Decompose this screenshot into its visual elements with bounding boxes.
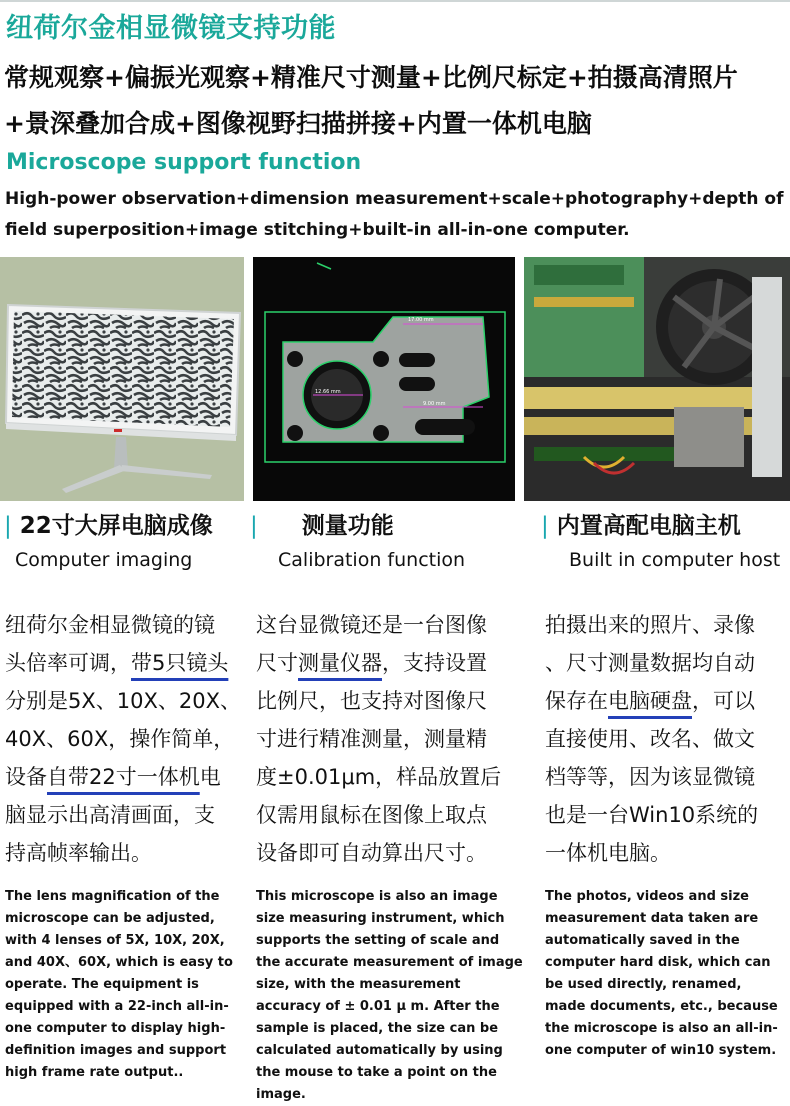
body-line: 、尺寸测量数据均自动 (545, 651, 755, 675)
body-line: 度±0.01μm，样品放置后 (256, 765, 502, 789)
caption-bar-icon: | (541, 513, 549, 539)
body-line: 持高帧率输出。 (5, 841, 152, 865)
caption-bar-icon: | (4, 513, 12, 539)
body-line: 这台显微镜还是一台图像 (256, 613, 487, 637)
body-cn-col1 (5, 606, 245, 872)
caption-cn-col2 (250, 507, 394, 540)
top-divider (0, 0, 790, 2)
measurement-photo (253, 257, 515, 501)
body-en-col2: This microscope is also an image size measuring instrument, which supports the setting of scale and the accurate measurement of image size, with the measurement accuracy of ± 0.01 μ m. After the sample is placed, the size can be calculated automatically by using the mouse to take a point on the image. (256, 889, 523, 1102)
computer-host-photo (524, 257, 790, 501)
caption-en-col1: Computer imaging (15, 549, 193, 571)
features-en: High-power observation+dimension measurement+scale+photography+depth of field superposition+image stitching+built-in all-in-one computer. (5, 189, 784, 240)
body-line: 设备自带22寸一体机电 (5, 765, 221, 789)
body-line: 档等等，因为该显微镜 (545, 765, 755, 789)
caption-cn-col3 (541, 507, 741, 540)
highlight-instrument: 测量仪器 (298, 651, 382, 675)
body-en-col3: The photos, videos and size measurement data taken are automatically saved in the computer hard disk, which can be used directly, renamed, made documents, etc., because the microscope is also an all-in-one computer of win10 system. (545, 889, 778, 1058)
measure-label-2: 9.00 mm (423, 401, 446, 407)
caption-cn-col2-text: 测量功能 (301, 513, 394, 539)
body-line: 仅需用鼠标在图像上取点 (256, 803, 487, 827)
caption-cn-col3-text: 内置高配电脑主机 (556, 513, 741, 539)
measure-label-1: 12.66 mm (315, 389, 341, 395)
monitor-photo (0, 257, 244, 501)
measure-label-0: 17.00 mm (408, 317, 434, 323)
page-title-en: Microscope support function (6, 150, 362, 175)
body-line: 寸进行精准测量，测量精 (256, 727, 487, 751)
body-line: 比例尺，也支持对图像尺 (256, 689, 487, 713)
body-line: 分别是5X、10X、20X、 (5, 689, 241, 713)
caption-cn-col1 (4, 507, 213, 540)
features-cn-line2: +景深叠加合成+图像视野扫描拼接+内置一体机电脑 (4, 109, 592, 138)
body-cn-col3 (545, 606, 785, 872)
body-line: 拍摄出来的照片、录像 (545, 613, 755, 637)
body-line: 40X、60X，操作简单， (5, 727, 235, 751)
caption-en-col2: Calibration function (278, 549, 466, 571)
body-line: 尺寸测量仪器，支持设置 (256, 651, 487, 675)
features-cn-line1: 常规观察+偏振光观察+精准尺寸测量+比例尺标定+拍摄高清照片 (4, 63, 738, 92)
body-en-col1: The lens magnification of the microscope can be adjusted, with 4 lenses of 5X, 10X, 20X, and 40X、60X, which is easy to operate. The equipment is equipped with a 22-inch all-in-one computer to display high-definition images and support high frame rate output.. (5, 889, 233, 1080)
highlight-monitor: 自带22寸一体机 (47, 765, 200, 789)
body-line: 直接使用、改名、做文 (545, 727, 755, 751)
body-line: 保存在电脑硬盘，可以 (545, 689, 755, 713)
body-line: 纽荷尔金相显微镜的镜 (5, 613, 215, 637)
highlight-disk: 电脑硬盘 (608, 689, 692, 713)
caption-en-col3: Built in computer host (569, 549, 781, 571)
page-title-cn: 纽荷尔金相显微镜支持功能 (6, 13, 336, 44)
body-line: 脑显示出高清画面，支 (5, 803, 215, 827)
body-cn-col2 (256, 606, 528, 872)
body-line: 一体机电脑。 (545, 841, 671, 865)
body-line: 头倍率可调，带5只镜头 (5, 651, 229, 675)
highlight-lenses: 带5只镜头 (131, 651, 229, 675)
caption-cn-col1-text: 22寸大屏电脑成像 (19, 513, 213, 539)
body-line: 设备即可自动算出尺寸。 (256, 841, 487, 865)
body-line: 也是一台Win10系统的 (545, 803, 759, 827)
caption-bar-icon: | (250, 513, 258, 539)
